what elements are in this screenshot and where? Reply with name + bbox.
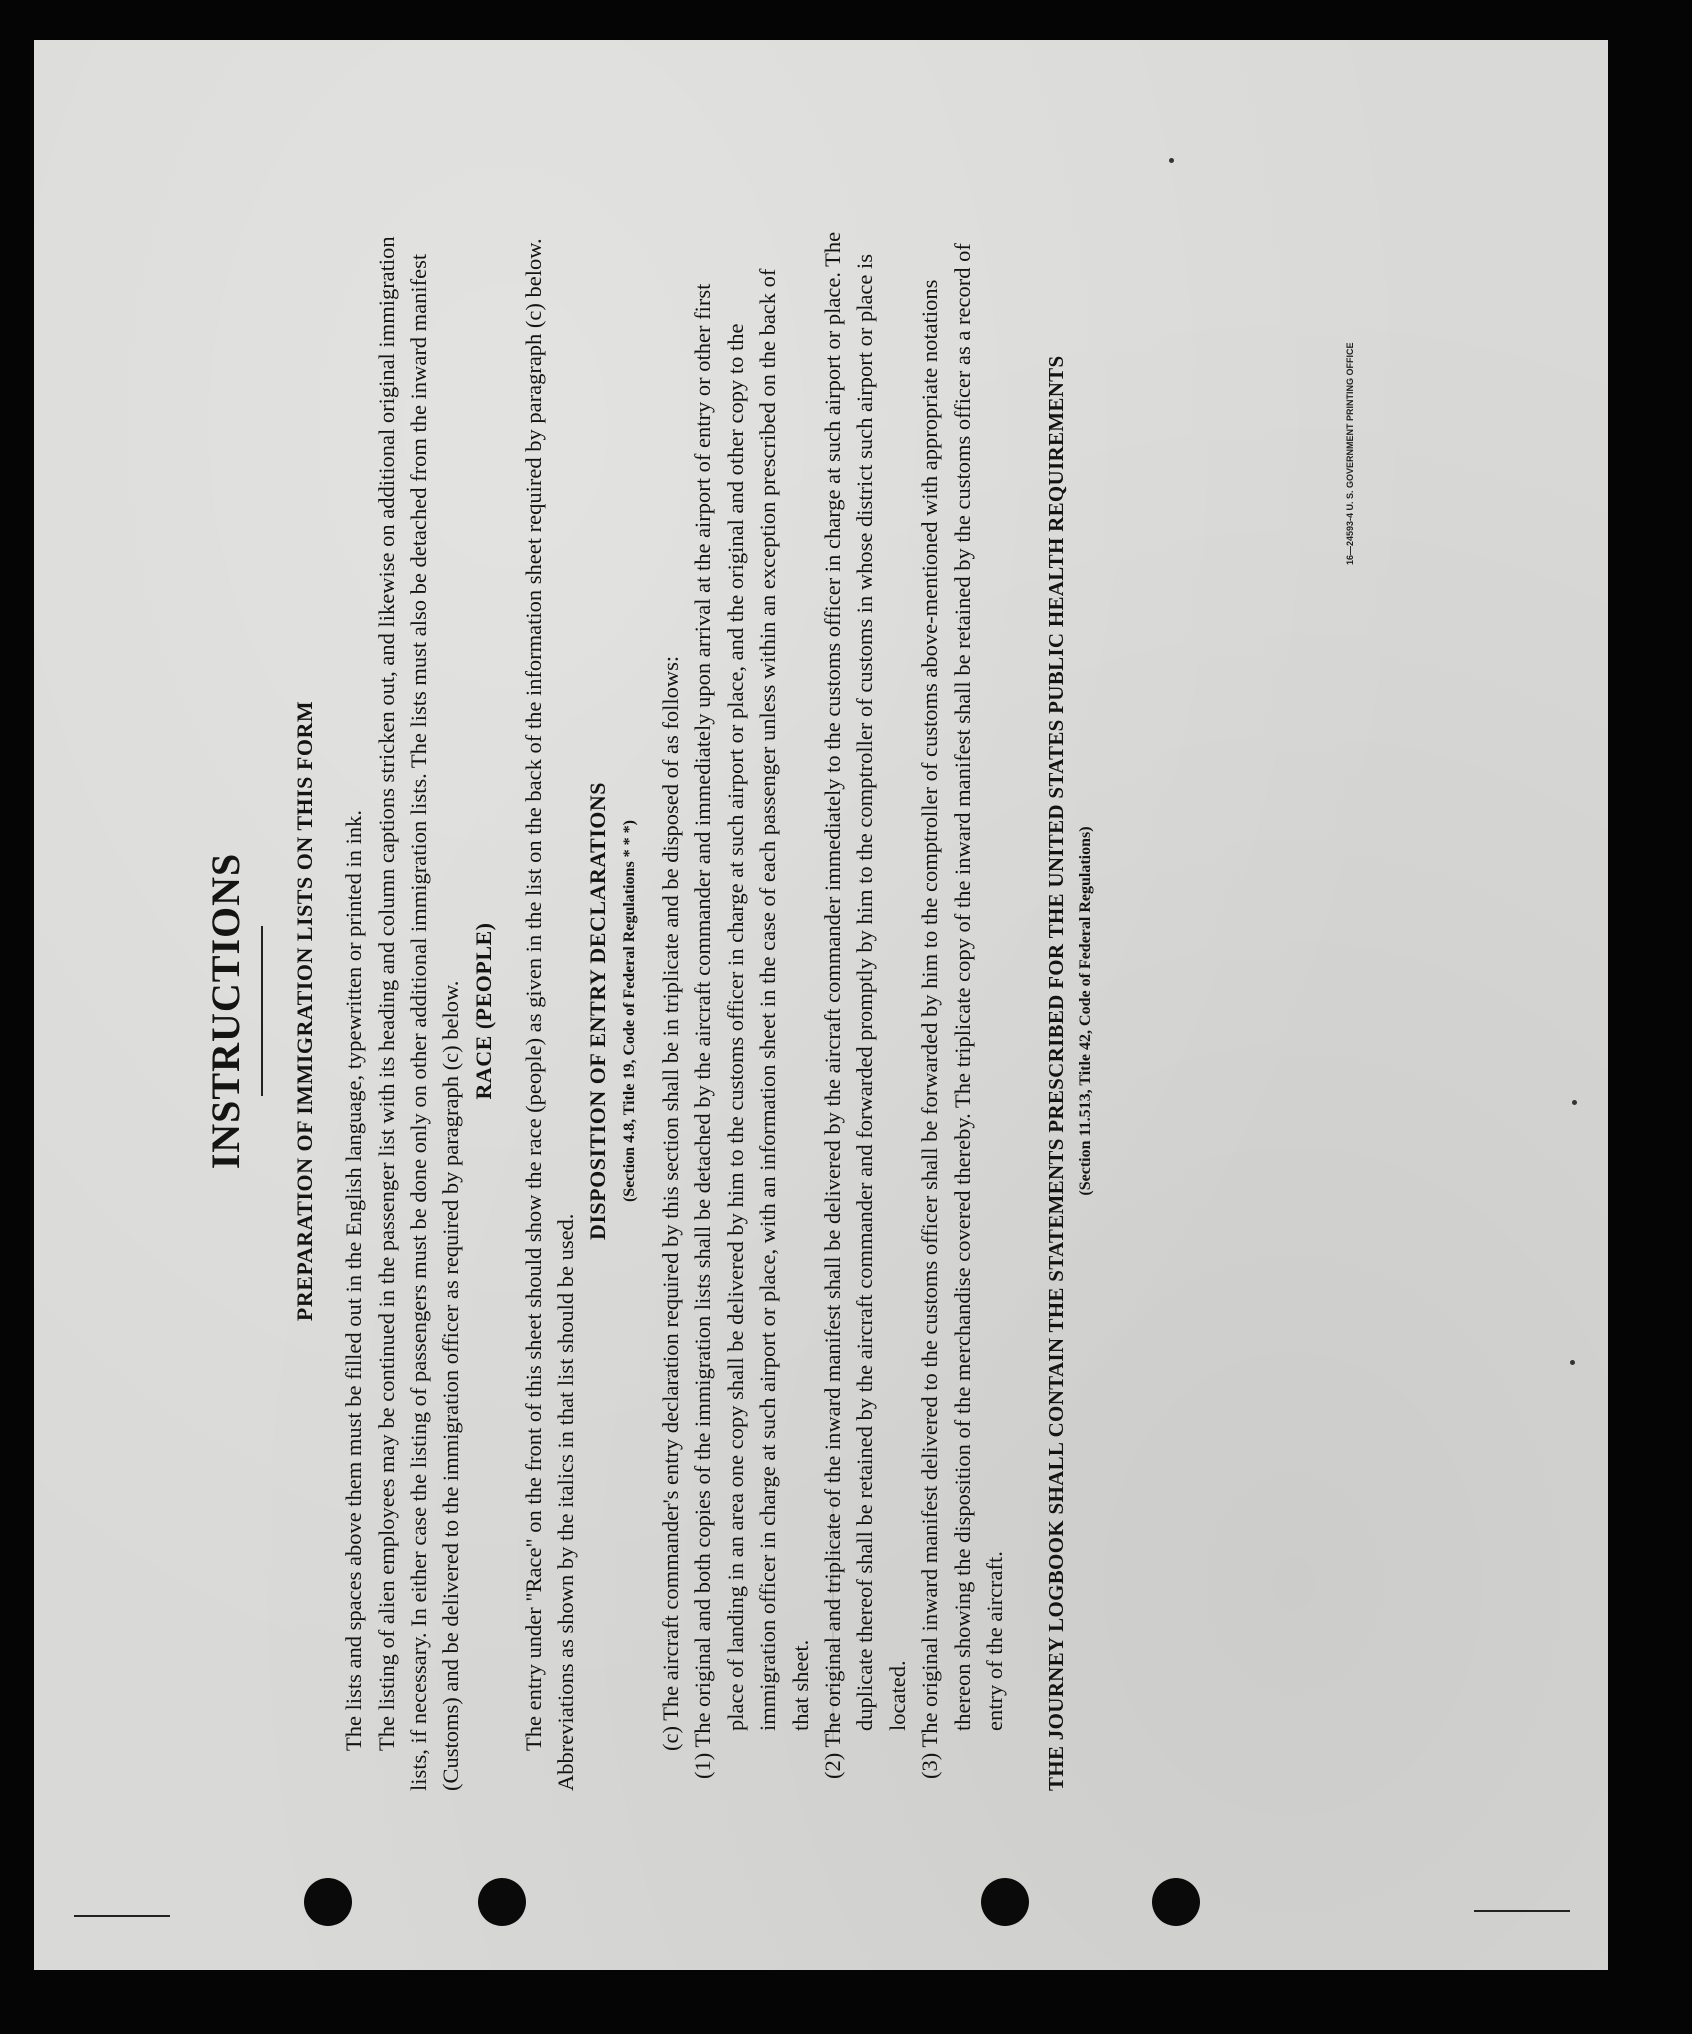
footer-heading: THE JOURNEY LOGBOOK SHALL CONTAIN THE STATEMENTS PRESCRIBED FOR THE UNITED STATES PUBLIC HEALTH REQUIREMENTS	[1044, 355, 1069, 1791]
title-rule	[261, 926, 263, 1096]
list-item: (3) The original inward manifest delivered to the customs officer shall be forwarded by him to the comptroller of customs above-mentioned with appropriate notations thereon showing the disposition of the merchandise covered thereby. The triplicate copy of the inward manifest shall be retained by the customs officer as a record of entry of the aircraft.	[917, 243, 1007, 1779]
speck	[1169, 158, 1174, 163]
list-item: (1) The original and both copies of the immigration lists shall be detached by the aircraft commander and immediately upon arrival at the airport of entry or other first place of landing in an area one copy shall be delivered by him to the customs officer in charge at such airport or place, and the original and other copy to the immigration officer in charge at such airport or place, with an information sheet in the case of each passenger unless within an exception prescribed on the back of that sheet.	[690, 268, 813, 1779]
rotated-text-block	[197, 231, 1317, 1791]
footer-subheading: (Section 11.513, Title 42, Code of Federal Regulations)	[1076, 826, 1094, 1196]
punch-hole	[304, 1878, 352, 1926]
punch-hole	[1152, 1878, 1200, 1926]
edge-mark	[74, 1915, 170, 1917]
paragraph: The lists and spaces above them must be filled out in the English language, typewritten or printed in ink.	[341, 809, 367, 1751]
list-item: (2) The original and triplicate of the inward manifest shall be delivered by the aircraft commander immediately to the customs officer in charge at such airport or place. The duplicate thereof shall be retained by the aircraft commander and forwarded promptly by him to the comptroller of customs in whose district such airport or place is located.	[819, 231, 910, 1779]
section-subheading: (Section 4.8, Title 19, Code of Federal Regulations * * *)	[620, 819, 638, 1203]
print-code: 16—24593-4 U. S. GOVERNMENT PRINTING OFFICE	[1345, 342, 1355, 565]
punch-hole	[478, 1878, 526, 1926]
paragraph: (c) The aircraft commander's entry declaration required by this section shall be in triplicate and be disposed of as follows:	[657, 655, 683, 1751]
paragraph: The listing of alien employees may be continued in the passenger list with its heading and column captions stricken out, and likewise on additional original immigration lists, if necessary. In either case the listing of passengers must be done only on other additional immigration lists. The lists must also be detached from the inward manifest (Customs) and be delivered to the immigration officer as required by paragraph (c) below.	[373, 236, 464, 1791]
speck	[1572, 1100, 1577, 1105]
section-heading-race: RACE (PEOPLE)	[470, 922, 496, 1100]
paragraph: The entry under "Race" on the front of this sheet should show the race (people) as given in the list on the back of the information sheet required by paragraph (c) below. Abbreviations as shown by the italics in that list should be used.	[520, 238, 578, 1791]
section-heading-disposition: DISPOSITION OF ENTRY DECLARATIONS	[585, 781, 611, 1241]
edge-mark	[1474, 1910, 1570, 1912]
section-heading-preparation: PREPARATION OF IMMIGRATION LISTS ON THIS FORM	[291, 700, 317, 1322]
speck	[1570, 1360, 1575, 1365]
page-title: INSTRUCTIONS	[203, 852, 248, 1170]
punch-hole	[981, 1878, 1029, 1926]
